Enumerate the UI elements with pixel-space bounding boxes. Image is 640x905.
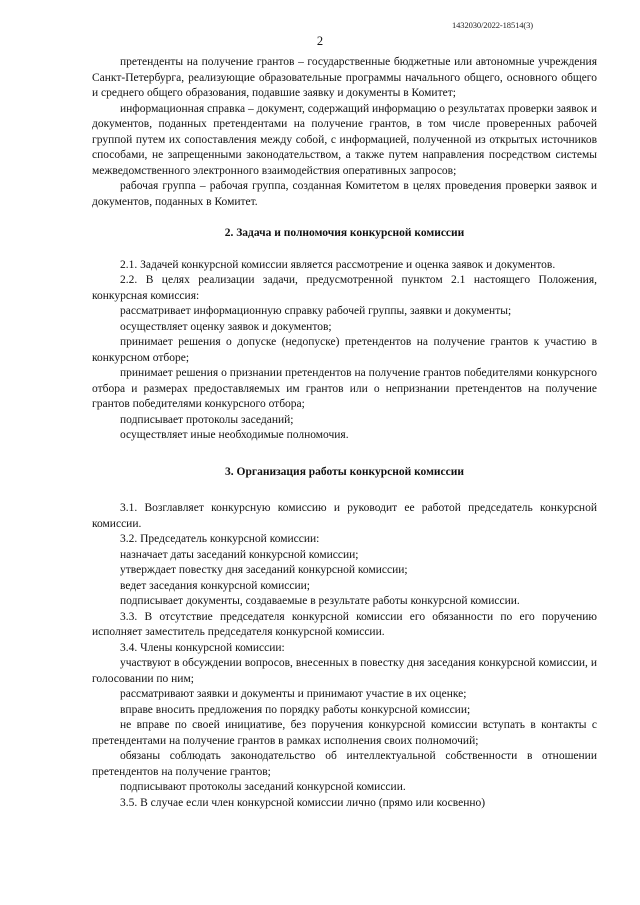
- paragraph: 3.4. Члены конкурсной комиссии:: [120, 641, 285, 654]
- definition-paragraph: рабочая группа – рабочая группа, созданная Комитетом в целях проведения проверки заявок и документов, поданных в Комитет.: [92, 180, 597, 208]
- paragraph: рассматривают заявки и документы и принимают участие в их оценке;: [120, 688, 467, 700]
- paragraph: ведет заседания конкурсной комиссии;: [120, 579, 310, 592]
- document-id: 1432030/2022-18514(3): [452, 20, 534, 30]
- paragraph: обязаны соблюдать законодательство об интеллектуальной собственности в отношении претендентов на получение грантов;: [92, 750, 597, 778]
- paragraph: подписывает документы, создаваемые в результате работы конкурсной комиссии.: [120, 595, 520, 607]
- paragraph: 2.2. В целях реализации задачи, предусмотренной пунктом 2.1 настоящего Положения, конкурсная комиссия:: [92, 274, 597, 302]
- paragraph: не вправе по своей инициативе, без поручения конкурсной комиссии вступать в контакты с претендентами на получение грантов в рамках исполнения своих полномочий;: [92, 719, 597, 747]
- paragraph: назначает даты заседаний конкурсной комиссии;: [120, 548, 359, 561]
- definition-paragraph: информационная справка – документ, содержащий информацию о результатах проверки заявок и документов, поданных претендентами на получение грантов, в том числе проверенных рабочей группой путем их сопоставления между собой, с информацией, полученной из открытых источников способами, не запрещенными законодательством, а также путем направления посредством системы межведомственного электронного взаимодействия оперативных запросов;: [92, 102, 597, 177]
- paragraph: подписывают протоколы заседаний конкурсной комиссии.: [120, 781, 406, 793]
- paragraph: участвуют в обсуждении вопросов, внесенных в повестку дня заседания конкурсной комиссии, и голосовании по ним;: [92, 657, 597, 685]
- definition-paragraph: претенденты на получение грантов – государственные бюджетные или автономные учреждения Санкт-Петербурга, реализующие образовательные программы начального общего, основного общего и среднего общего образования, подавшие заявку и документы в Комитет;: [92, 56, 597, 99]
- paragraph: принимает решения о допуске (недопуске) претендентов на получение грантов к участию в конкурсном отборе;: [92, 336, 597, 364]
- paragraph: 2.1. Задачей конкурсной комиссии является рассмотрение и оценка заявок и документов.: [120, 258, 556, 271]
- paragraph: утверждает повестку дня заседаний конкурсной комиссии;: [120, 564, 408, 576]
- paragraph: 3.2. Председатель конкурсной комиссии:: [120, 533, 320, 545]
- document-body: [92, 55, 597, 811]
- paragraph: вправе вносить предложения по порядку работы конкурсной комиссии;: [120, 703, 471, 716]
- paragraph: рассматривает информационную справку рабочей группы, заявки и документы;: [120, 305, 512, 317]
- paragraph: принимает решения о признании претендентов на получение грантов победителями конкурсного отбора и размерах предоставляемых им грантов или о непризнании претендентов на получение грантов победителями конкурсного отбора;: [92, 367, 597, 410]
- paragraph: 3.3. В отсутствие председателя конкурсной комиссии его обязанности по его поручению исполняет заместитель председателя конкурсной комиссии.: [92, 610, 597, 638]
- paragraph: осуществляет оценку заявок и документов;: [120, 320, 332, 333]
- section-heading: 2. Задача и полномочия конкурсной комиссии: [224, 227, 465, 239]
- paragraph: осуществляет иные необходимые полномочия.: [120, 429, 349, 441]
- page-number: 2: [316, 34, 324, 48]
- paragraph: подписывает протоколы заседаний;: [120, 413, 294, 426]
- paragraph: 3.5. В случае если член конкурсной комиссии лично (прямо или косвенно): [120, 796, 486, 809]
- paragraph: 3.1. Возглавляет конкурсную комиссию и руководит ее работой председатель конкурсной комиссии.: [92, 502, 597, 530]
- section-heading: 3. Организация работы конкурсной комиссии: [225, 465, 464, 478]
